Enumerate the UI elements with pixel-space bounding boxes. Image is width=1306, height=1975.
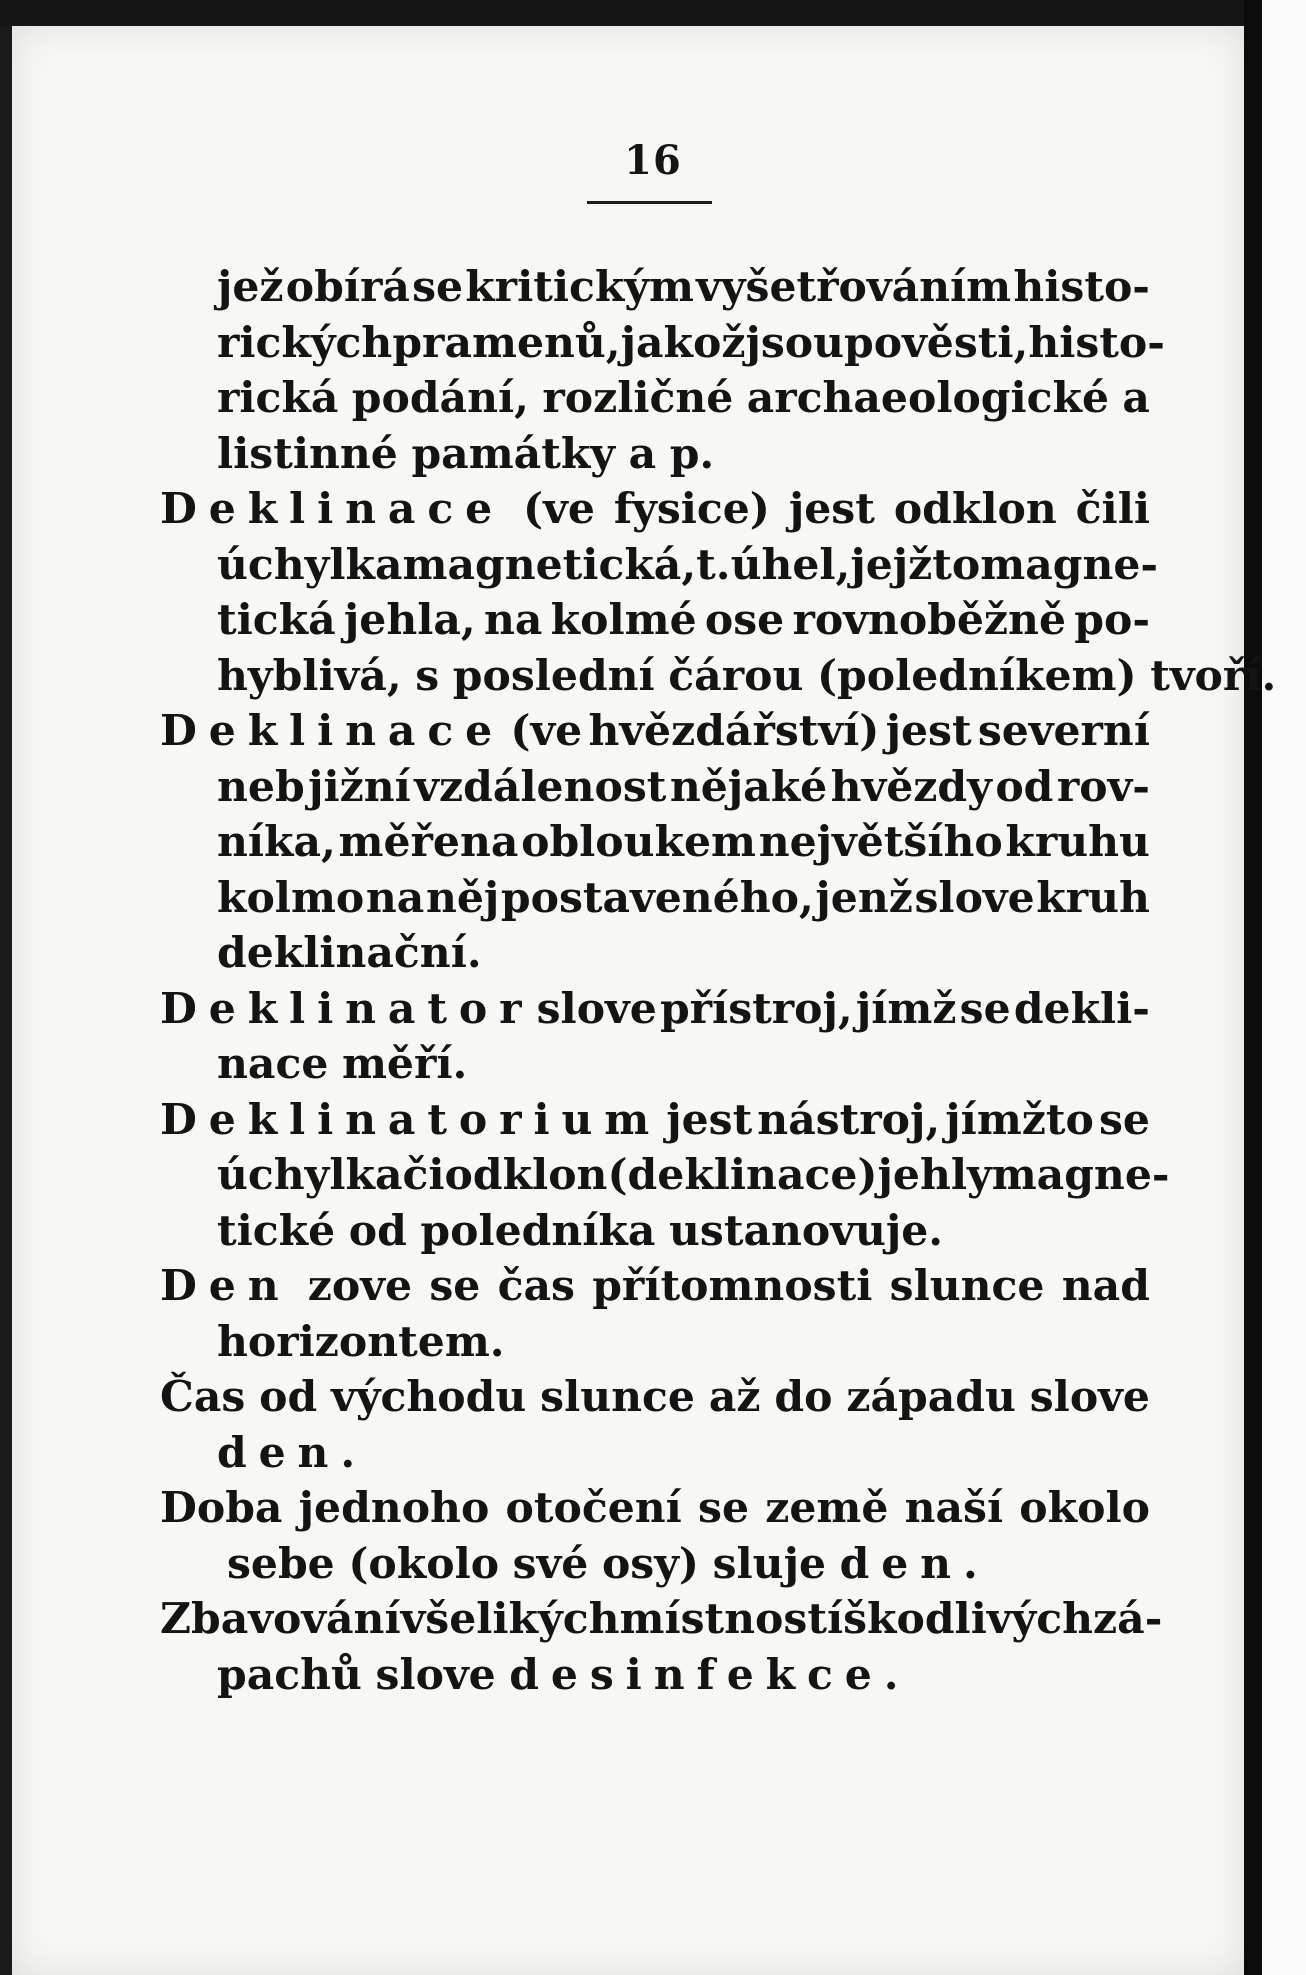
text-word: hyblivá, <box>217 650 402 701</box>
text-line <box>160 649 1277 705</box>
text-word: do <box>774 1372 833 1422</box>
text-word: a <box>1122 373 1150 423</box>
text-word: od <box>259 1372 318 1422</box>
text-word: čas <box>497 1261 575 1311</box>
text-line <box>160 1093 1150 1149</box>
text-word: t. <box>696 539 731 590</box>
text-line <box>160 1259 1150 1315</box>
text-word: hvězdářství) <box>588 706 880 756</box>
text-word: otočení <box>505 1483 682 1533</box>
text-word: slunce <box>889 1261 1045 1311</box>
text-line <box>160 1537 1150 1593</box>
text-word: sluje <box>712 1538 826 1589</box>
text-word: jež <box>217 262 284 312</box>
text-word: neb <box>217 761 305 812</box>
text-word: den. <box>839 1538 990 1589</box>
text-word: západu <box>846 1372 1016 1422</box>
text-word: desinfekce. <box>509 1649 911 1700</box>
text-word: kolmé <box>550 595 697 645</box>
text-word: čili <box>1075 484 1150 534</box>
text-word: rozličné <box>542 373 734 423</box>
text-word: tické <box>217 1205 336 1256</box>
text-word: slove <box>375 1649 496 1700</box>
text-word: se <box>698 1483 749 1533</box>
text-line <box>160 1370 1150 1426</box>
text-line <box>160 1037 1150 1093</box>
text-word: slove <box>914 872 1035 923</box>
text-word: památky <box>411 428 615 479</box>
text-line <box>160 371 1150 427</box>
text-word: nějaké <box>669 761 828 812</box>
text-word: zá- <box>1093 1594 1163 1644</box>
text-word: horizontem. <box>217 1316 505 1367</box>
text-word: až <box>708 1372 761 1422</box>
text-word: na <box>365 872 425 923</box>
text-word: od <box>995 761 1054 812</box>
text-word: všelikých <box>400 1594 620 1644</box>
text-word: sebe <box>227 1538 335 1589</box>
text-word: od <box>348 1205 407 1256</box>
text-word: jest <box>885 706 972 756</box>
text-word: měřena <box>338 817 519 867</box>
page-number: 16 <box>624 137 682 184</box>
text-word: den. <box>217 1427 368 1478</box>
text-word: jižní <box>308 761 411 812</box>
text-word: Den <box>160 1261 291 1311</box>
text-word: úchylka <box>217 1150 403 1200</box>
text-word: níka, <box>217 817 336 867</box>
text-word: jejžto <box>850 539 981 590</box>
text-word: se <box>959 983 1011 1034</box>
text-line <box>160 1148 1170 1204</box>
text-word: pramenů, <box>392 317 621 368</box>
text-line <box>160 704 1150 760</box>
text-word: okolo <box>1019 1483 1150 1533</box>
text-word: východu <box>331 1372 527 1422</box>
text-word: slove <box>536 983 657 1034</box>
text-word: ustanovuje. <box>669 1205 944 1256</box>
text-word: Deklinace <box>160 706 505 756</box>
text-word: jsou <box>745 317 845 368</box>
text-word: jest <box>788 484 875 534</box>
text-word: dekli- <box>1013 983 1150 1034</box>
text-word: se <box>1098 1094 1150 1145</box>
text-word: se <box>429 1261 481 1311</box>
scan-right-gutter <box>1244 0 1262 1975</box>
text-word: Deklinator <box>160 983 534 1034</box>
text-word: Čas <box>160 1372 246 1422</box>
text-word: vzdálenost <box>414 761 667 812</box>
text-word: se <box>412 262 464 312</box>
text-word: histo- <box>1028 317 1165 368</box>
text-word: jímž <box>855 983 957 1034</box>
text-line <box>160 1204 1150 1260</box>
text-line <box>160 260 1150 316</box>
text-word: rovnoběžně <box>792 595 1066 645</box>
text-word: Deklinace <box>160 484 505 534</box>
text-line <box>160 815 1150 871</box>
text-word: nad <box>1061 1261 1150 1311</box>
text-word: histo- <box>1013 262 1150 312</box>
text-word: ose <box>704 595 785 645</box>
text-word: podání, <box>351 373 529 423</box>
text-word: kruhu <box>1005 817 1150 867</box>
text-word: jednoho <box>298 1483 490 1533</box>
text-word: jenž <box>815 872 913 923</box>
text-word: odklon <box>893 484 1057 534</box>
text-line <box>160 538 1159 594</box>
text-word: (deklinace) <box>607 1150 878 1200</box>
text-word: největšího <box>758 817 1003 867</box>
text-word: fysice) <box>613 484 770 534</box>
text-word: místností <box>619 1594 844 1644</box>
text-word: hvězdy <box>830 761 992 812</box>
text-word: odklon <box>444 1150 608 1200</box>
text-word: kritickým <box>465 262 694 312</box>
text-word: tická <box>217 595 336 645</box>
text-word: postaveného, <box>500 872 814 923</box>
text-word: archaeologické <box>746 373 1110 423</box>
text-line <box>160 1648 1150 1704</box>
text-word: Zbavování <box>160 1594 401 1644</box>
text-line <box>160 316 1165 372</box>
text-word: jehla, <box>343 595 476 645</box>
text-line <box>160 982 1150 1038</box>
text-word: po- <box>1074 595 1150 645</box>
text-word: listinné <box>217 428 398 479</box>
text-line <box>160 1592 1163 1648</box>
text-word: magne- <box>980 539 1159 590</box>
text-line <box>160 1315 1150 1371</box>
text-word: (ve <box>510 706 583 756</box>
text-word: Doba <box>160 1483 283 1533</box>
text-word: slunce <box>540 1372 695 1422</box>
text-word: Deklinatorium <box>160 1094 662 1145</box>
text-word: (ve <box>523 484 595 534</box>
text-word: obloukem <box>521 817 757 867</box>
text-word: s <box>415 650 440 701</box>
text-word: pachů <box>217 1649 362 1700</box>
page-number-underline <box>587 201 712 204</box>
text-word: čárou <box>668 650 804 701</box>
text-word: úchylka <box>217 539 403 590</box>
text-word: úhel, <box>730 539 851 590</box>
text-word: nástroj, <box>757 1094 941 1145</box>
text-word: poledníka <box>420 1205 656 1256</box>
text-line <box>160 1426 1150 1482</box>
text-line <box>160 760 1150 816</box>
text-word: zove <box>307 1261 413 1311</box>
text-word: kruh <box>1036 872 1150 923</box>
text-word: rov- <box>1056 761 1150 812</box>
text-word: něj <box>425 872 500 923</box>
text-word: jakož <box>620 317 746 368</box>
text-word: p. <box>669 428 715 479</box>
text-word: naší <box>904 1483 1004 1533</box>
text-word: poslední <box>452 650 655 701</box>
text-line <box>160 1481 1150 1537</box>
page-text <box>160 260 1277 1703</box>
text-line <box>160 593 1150 649</box>
text-word: obírá <box>285 262 410 312</box>
text-word: jímžto <box>945 1094 1094 1145</box>
text-word: slove <box>1029 1372 1150 1422</box>
text-word: magnetická, <box>402 539 697 590</box>
text-word: vyšetřováním <box>696 262 1012 312</box>
text-word: osy) <box>601 1538 700 1589</box>
text-word: rická <box>217 373 339 423</box>
text-word: přístroj, <box>659 983 853 1034</box>
text-word: země <box>765 1483 889 1533</box>
text-word: přítomnosti <box>592 1261 873 1311</box>
text-word: (okolo <box>348 1538 500 1589</box>
text-word: a <box>628 428 657 479</box>
text-word: rických <box>217 317 393 368</box>
text-word: na <box>483 595 543 645</box>
text-word: či <box>402 1150 445 1200</box>
scan-right-margin <box>1262 0 1306 1975</box>
text-word: (poledníkem) <box>816 650 1137 701</box>
text-line <box>160 926 1150 982</box>
text-word: kolmo <box>217 872 365 923</box>
text-line <box>160 427 1150 483</box>
text-word: své <box>512 1538 589 1589</box>
text-word: severní <box>977 706 1150 756</box>
text-line <box>160 482 1150 538</box>
text-word: deklinační. <box>217 928 482 978</box>
text-word: pověsti, <box>844 317 1029 368</box>
text-word: měří. <box>341 1039 468 1089</box>
text-word: nace <box>217 1039 329 1089</box>
text-word: jest <box>666 1094 753 1145</box>
scan-top-border <box>0 0 1306 26</box>
text-word: tvoří. <box>1150 650 1277 701</box>
text-word: jehly <box>877 1150 992 1200</box>
text-line <box>160 871 1150 927</box>
text-word: magne- <box>991 1150 1170 1200</box>
text-word: škodlivých <box>843 1594 1094 1644</box>
